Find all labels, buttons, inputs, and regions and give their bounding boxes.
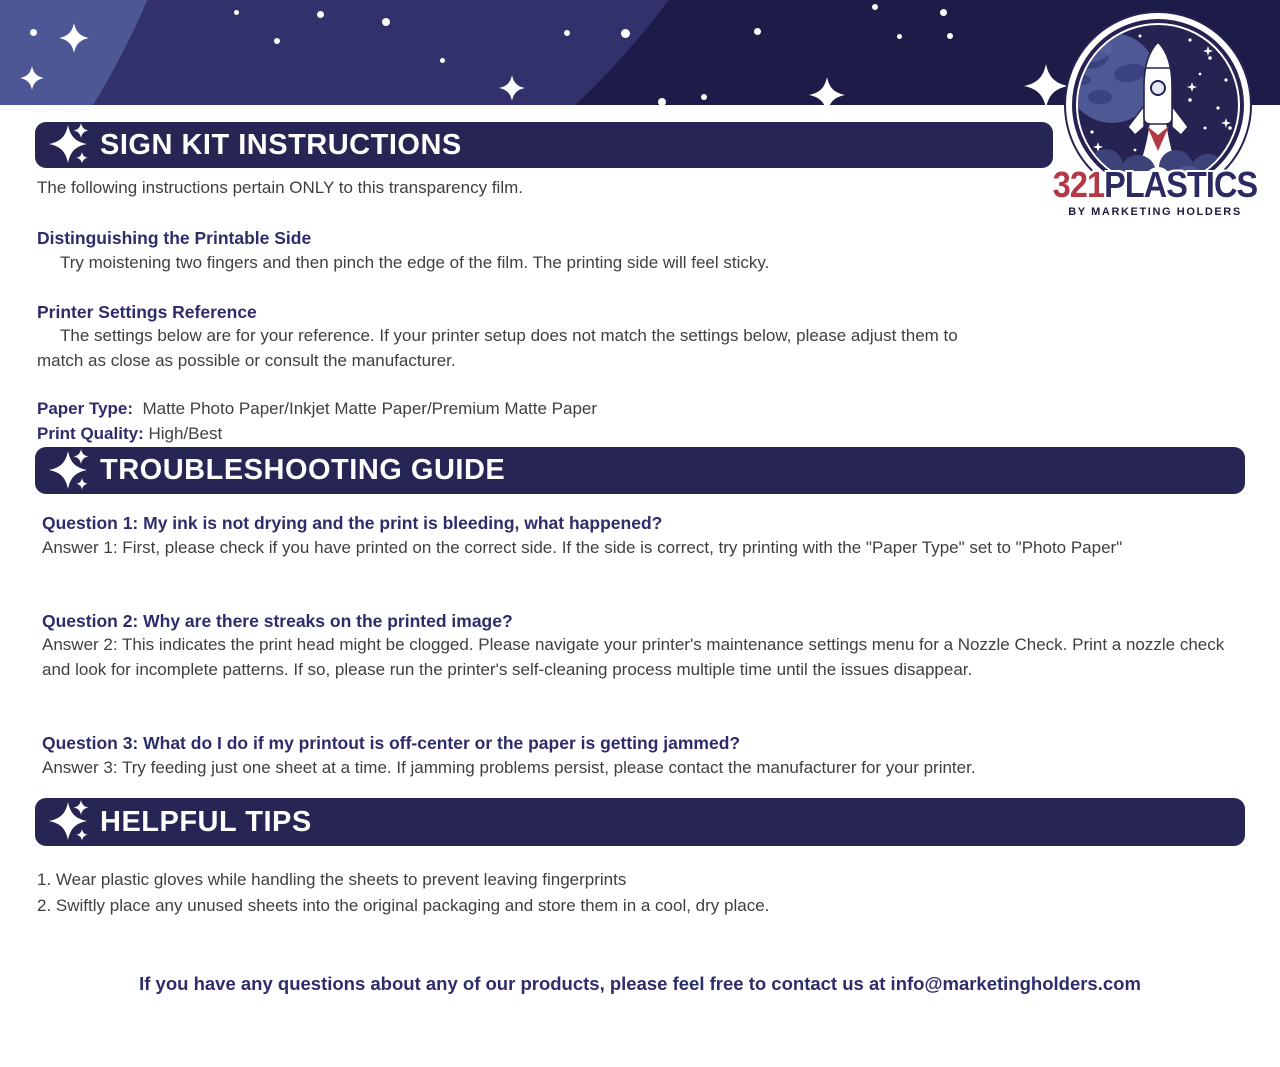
answer-2: Answer 2: This indicates the print head might be clogged. Please navigate your printer's maintenance settings menu for a Nozzle Check. Print a nozzle check and look for incomplete patterns. If so, please run the printer's self-cleaning process multiple time until the issues disappear. — [42, 635, 1225, 679]
question-3: Question 3: What do I do if my printout is off-center or the paper is getting jammed? — [42, 733, 741, 753]
banner-title: TROUBLESHOOTING GUIDE — [100, 454, 506, 486]
intro-text: The following instructions pertain ONLY to this transparency film. — [37, 178, 523, 197]
question-2: Question 2: Why are there streaks on the printed image? — [42, 611, 513, 631]
banner-title: SIGN KIT INSTRUCTIONS — [100, 128, 462, 161]
setting-paper-type — [37, 397, 597, 422]
sparkle-icon — [48, 800, 98, 844]
sparkle-icon — [48, 123, 98, 167]
star-dot — [621, 29, 630, 38]
logo-wordmark — [1052, 165, 1259, 205]
star-dot — [274, 38, 280, 44]
banner-sign-kit-instructions — [35, 122, 1053, 168]
star-dot — [30, 29, 37, 36]
setting-value: High/Best — [148, 424, 223, 443]
question-1: Question 1: My ink is not drying and the print is bleeding, what happened? — [42, 513, 663, 533]
banner-helpful-tips — [35, 798, 1245, 846]
company-logo — [1040, 10, 1270, 222]
logo-name: PLASTICS — [1104, 164, 1258, 205]
star-dot — [234, 10, 239, 15]
banner-title: HELPFUL TIPS — [100, 805, 312, 838]
tip-2: 2. Swiftly place any unused sheets into the original packaging and store them in a cool, dry place. — [37, 896, 770, 915]
setting-label: Print Quality: — [37, 424, 144, 443]
contact-line: If you have any questions about any of our products, please feel free to contact us at info@marketingholders.com — [139, 973, 1141, 994]
setting-label: Paper Type: — [37, 399, 134, 418]
section-heading-printer-settings: Printer Settings Reference — [37, 302, 257, 322]
answer-1: Answer 1: First, please check if you have printed on the correct side. If the side is correct, try printing with the "Paper Type" set to "Photo Paper" — [42, 538, 1123, 557]
section-heading-printable-side: Distinguishing the Printable Side — [37, 228, 312, 248]
banner-troubleshooting-guide — [35, 447, 1245, 494]
star-dot — [947, 33, 953, 39]
setting-print-quality — [37, 422, 222, 447]
answer-3: Answer 3: Try feeding just one sheet at a time. If jamming problems persist, please contact the manufacturer for your printer. — [42, 758, 976, 777]
section-body-printer-settings: The settings below are for your reference. If your printer setup does not match the settings below, please adjust them to match as close as possible or consult the manufacturer. — [37, 326, 958, 370]
section-body-printable-side: Try moistening two fingers and then pinch the edge of the film. The printing side will feel sticky. — [60, 253, 770, 272]
tip-1: 1. Wear plastic gloves while handling the sheets to prevent leaving fingerprints — [37, 870, 627, 889]
logo-number: 321 — [1052, 164, 1105, 205]
setting-value: Matte Photo Paper/Inkjet Matte Paper/Premium Matte Paper — [142, 399, 598, 418]
sparkle-icon — [59, 23, 89, 53]
star-dot — [897, 34, 902, 39]
star-dot — [440, 58, 445, 63]
star-dot — [872, 4, 878, 10]
star-dot — [940, 9, 947, 16]
star-dot — [701, 94, 707, 100]
sparkle-icon — [809, 77, 845, 105]
star-dot — [317, 11, 324, 18]
sparkle-icon — [48, 449, 98, 493]
sparkle-icon — [499, 75, 525, 101]
sparkle-icon — [20, 66, 44, 90]
star-dot — [382, 18, 390, 26]
star-dot — [564, 30, 570, 36]
star-dot — [658, 98, 666, 105]
star-dot — [754, 28, 761, 35]
logo-tagline: BY MARKETING HOLDERS — [1068, 206, 1242, 218]
